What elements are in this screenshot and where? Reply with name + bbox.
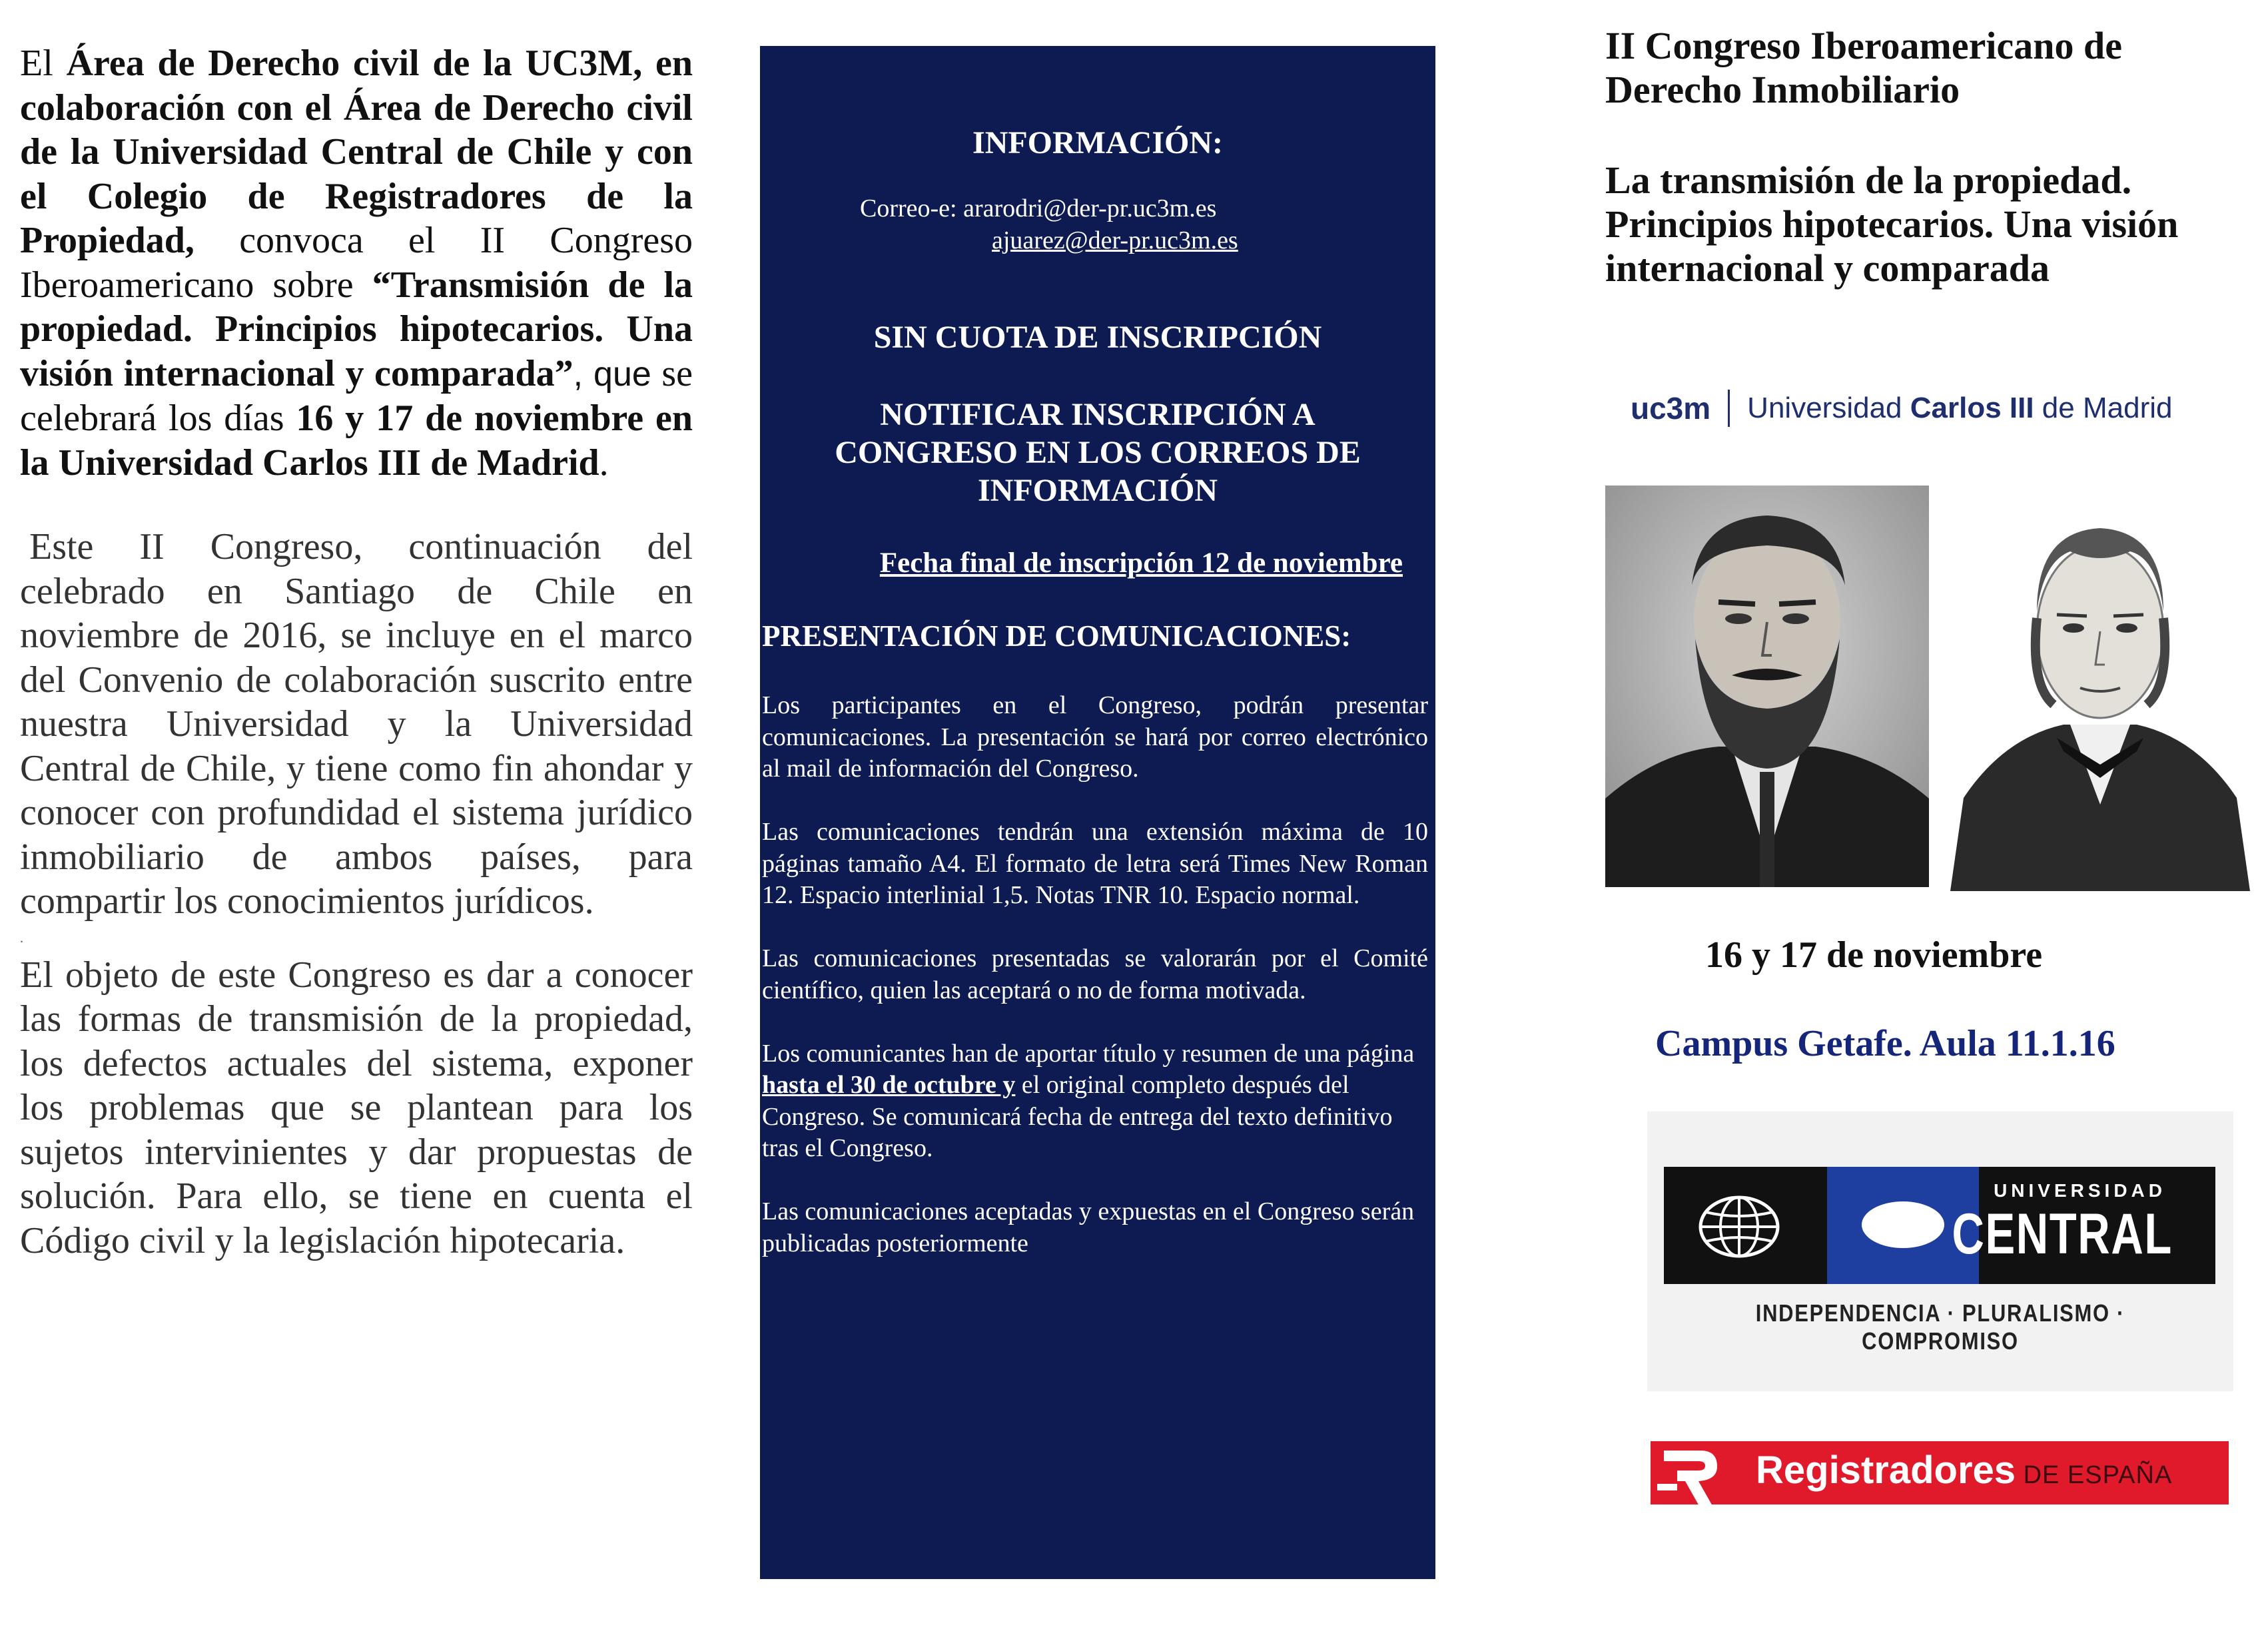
registradores-r-icon <box>1651 1441 1729 1516</box>
information-panel <box>760 46 1435 1579</box>
logo-motto: INDEPENDENCIA · PLURALISMO · COMPROMISO <box>1755 1299 2125 1355</box>
intro-bold-congress-title: “Transmisión de la propiedad. Principios hipotecarios. Una visión internacional y comparada” <box>20 264 693 394</box>
congress-title: II Congreso Iberoamericano de Derecho Inmobiliario <box>1605 24 2122 111</box>
intro-text-3: se celebrará los días <box>20 352 693 439</box>
event-dates: 16 y 17 de noviembre <box>1705 934 2043 976</box>
intro-text-que: , que <box>573 354 651 394</box>
intro-paragraph <box>20 41 693 485</box>
globe-icon <box>1696 1193 1782 1260</box>
separator-dot: . <box>20 930 23 946</box>
uc3m-mark: uc3m <box>1631 391 1711 426</box>
uc3m-name-1: Universidad <box>1747 392 1910 424</box>
universidad-central-logo <box>1647 1112 2233 1391</box>
registradores-spain-text: DE ESPAÑA <box>2016 1461 2173 1489</box>
intro-bold-dates: 16 y 17 de noviembre en la Universidad Carlos III de Madrid <box>20 398 693 484</box>
intro-column <box>20 41 693 1263</box>
format-paragraph: Las comunicaciones tendrán una extensión máxima de 10 páginas tamaño A4. El formato de letra será Times New Roman 12. Espacio interlinial 1,5. Notas TNR 10. Espacio normal. <box>762 818 1428 909</box>
presentations-heading: PRESENTACIÓN DE COMUNICACIONES: <box>762 619 1351 653</box>
evaluation-paragraph: Las comunicaciones presentadas se valorarán por el Comité científico, quien las aceptará o no de forma motivada. <box>762 944 1428 1004</box>
uc3m-name-2: Carlos III <box>1910 392 2034 424</box>
intro-text-2: convoca el II Congreso Iberoamericano sobre <box>20 220 693 306</box>
portrait-left-image <box>1605 486 1929 887</box>
submission-text-a: Los comunicantes han de aportar título y resumen de una página <box>762 1039 1415 1068</box>
uc3m-divider <box>1728 390 1730 427</box>
intro-bold-organizers: Área de Derecho civil de la UC3M, en colaboración con el Área de Derecho civil de la Universidad Central de Chile y con el Colegio de Registradores de la Propiedad, <box>20 43 693 261</box>
registradores-wordmark <box>1756 1448 2172 1492</box>
registration-deadline: Fecha final de inscripción 12 de noviembre <box>879 547 1403 579</box>
presentations-body <box>762 690 1428 1291</box>
information-heading: INFORMACIÓN: <box>972 125 1223 161</box>
continuation-paragraph: Este II Congreso, continuación del celebrado en Santiago de Chile en noviembre de 2016, se incluye en el marco del Convenio de colaboración suscrito entre nuestra Universidad y la Universidad Central de Chile, y tiene como fin ahondar y conocer con profundidad el sistema jurídico inmobiliario de ambos países, para compartir los conocimientos jurídicos. <box>20 526 693 922</box>
portrait-right-image <box>1937 485 2263 891</box>
registradores-text: Registradores <box>1756 1449 2016 1492</box>
event-location: Campus Getafe. Aula 11.1.16 <box>1655 1023 2115 1064</box>
presentations-paragraph: Los participantes en el Congreso, podrán presentar comunicaciones. La presentación se hará por correo electrónico al mail de información del Congreso. <box>762 691 1428 783</box>
logo-white-oval <box>1862 1201 1944 1248</box>
uc3m-logo <box>1631 390 2172 427</box>
intro-text-1: El <box>20 43 67 84</box>
logo-central-text: CENTRAL <box>1952 1202 2173 1266</box>
logo-universidad-text: UNIVERSIDAD <box>1994 1180 2166 1201</box>
submission-deadline: hasta el 30 de octubre y <box>762 1071 1016 1099</box>
uc3m-name-3: de Madrid <box>2034 392 2173 424</box>
publication-paragraph: Las comunicaciones aceptadas y expuestas en el Congreso serán publicadas posteriormente <box>762 1197 1415 1257</box>
objective-paragraph: El objeto de este Congreso es dar a conocer las formas de transmisión de la propiedad, los defectos actuales del sistema, exponer los problemas que se plantean para los sujetos intervinientes y dar propuestas de solución. Para ello, se tiene en cuenta el Código civil y la legislación hipotecaria. <box>20 954 693 1261</box>
email-primary[interactable]: Correo-e: ararodri@der-pr.uc3m.es <box>860 194 1217 222</box>
email-secondary-link[interactable]: ajuarez@der-pr.uc3m.es <box>992 226 1238 254</box>
logo-black-band <box>1664 1167 2215 1284</box>
submission-paragraph <box>762 1038 1428 1165</box>
no-fee-notice: SIN CUOTA DE INSCRIPCIÓN <box>873 320 1322 355</box>
registration-notice: NOTIFICAR INSCRIPCIÓN A CONGRESO EN LOS CORREOS DE INFORMACIÓN <box>835 397 1361 508</box>
congress-subtitle: La transmisión de la propiedad. Principios hipotecarios. Una visión internacional y comparada <box>1605 159 2179 290</box>
intro-text-4: . <box>599 442 609 484</box>
registradores-logo <box>1651 1441 2229 1504</box>
submission-text-b: el original completo después del Congreso. Se comunicará fecha de entrega del texto definitivo tras el Congreso. <box>762 1071 1393 1162</box>
